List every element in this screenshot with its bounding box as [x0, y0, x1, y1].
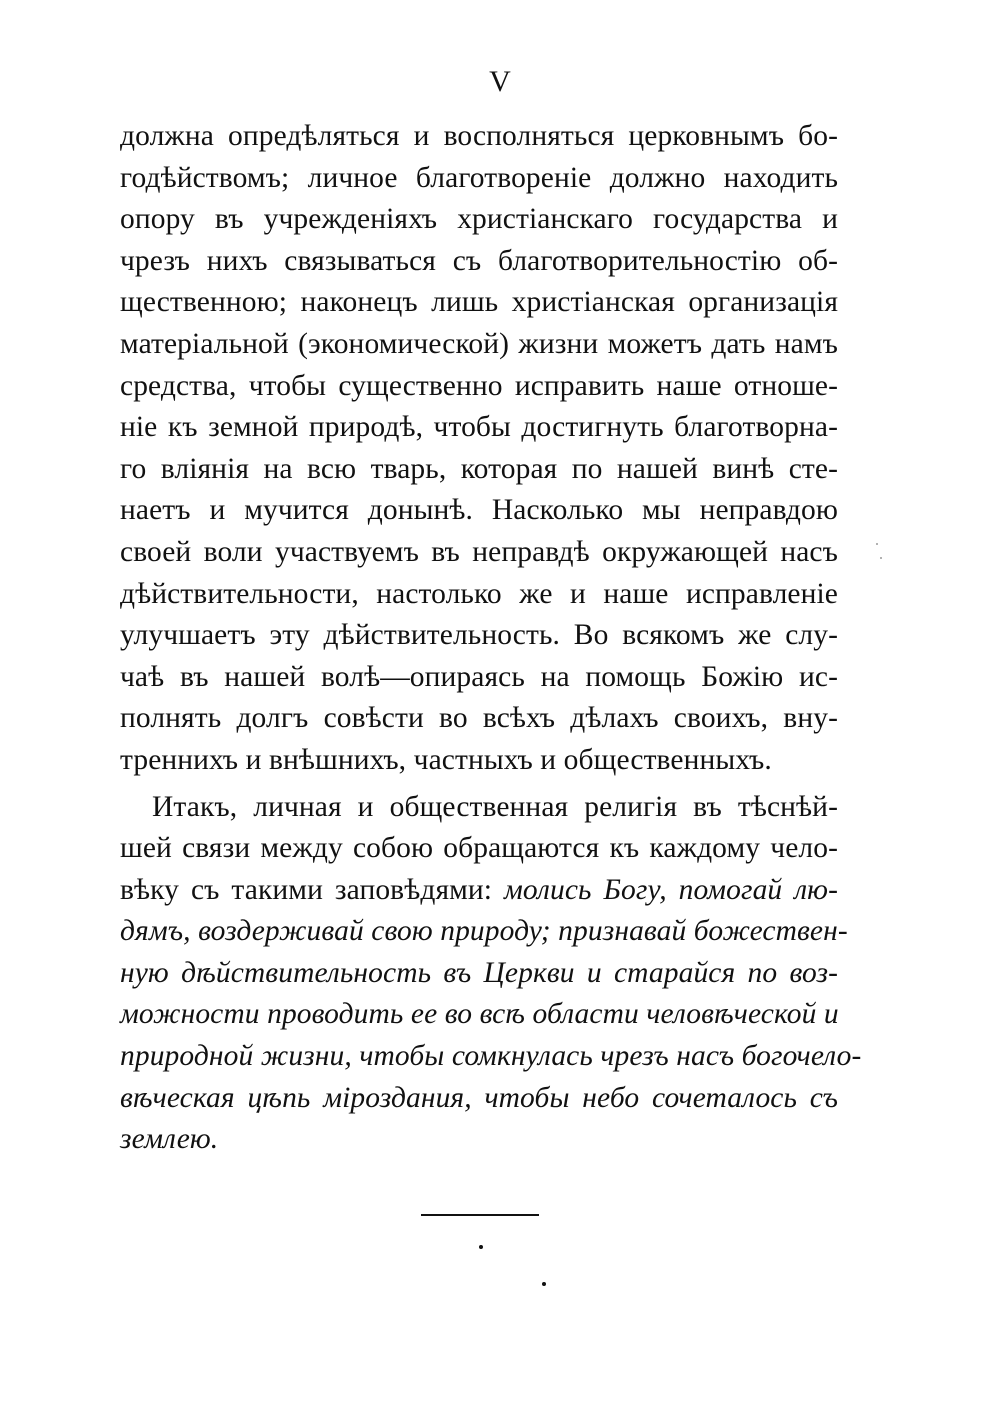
text-line: улучшаетъ эту дѣйствительность. Во всякомъ же слу-	[120, 619, 838, 652]
ink-dot	[479, 1245, 483, 1249]
text-line-italic: природной жизни, чтобы сомкнулась чрезъ насъ богочело-	[120, 1040, 862, 1073]
end-rule	[421, 1214, 539, 1216]
text-line: годѣйствомъ; личное благотвореніе должно находить	[120, 161, 838, 194]
text-line: должна опредѣляться и восполняться церковнымъ бо-	[120, 120, 838, 152]
text-line-italic: ную дѣйствительность въ Церкви и старайся по воз-	[120, 956, 838, 989]
text-line-italic: вѣческая цѣпь міроздания, чтобы небо сочеталось съ	[120, 1081, 838, 1114]
text-line: чрезъ нихъ связываться съ благотворительностію об-	[120, 244, 838, 277]
page-number: V	[489, 65, 511, 98]
paper-speck	[876, 543, 878, 545]
text-line: средства, чтобы существенно исправить наше отноше-	[120, 369, 838, 402]
text-line: полнять долгъ совѣсти во всѣхъ дѣлахъ своихъ, вну-	[120, 702, 838, 735]
text-line: своей воли участвуемъ въ неправдѣ окружающей насъ	[120, 535, 838, 568]
text-italic-segment: молись Богу, помогай лю-	[504, 873, 838, 906]
text-line-italic: можности проводить ее во всѣ области человѣческой и	[120, 998, 839, 1031]
text-line: наетъ и мучится донынѣ. Насколько мы неправдою	[120, 494, 838, 527]
text-line-mixed	[120, 870, 838, 912]
text-line: дѣйствительности, настолько же и наше исправленіе	[120, 577, 838, 610]
text-line: щественною; наконецъ лишь христіанская организація	[120, 286, 838, 319]
text-line: матеріальной (экономической) жизни можетъ дать намъ	[120, 327, 838, 360]
paragraph-1	[120, 116, 838, 782]
text-line: опору въ учрежденіяхъ христіанскаго государства и	[120, 203, 838, 236]
text-line: шей связи между собою обращаются къ каждому чело-	[120, 832, 838, 865]
ink-dot	[542, 1282, 546, 1286]
paragraph-2	[120, 787, 862, 1161]
text-line-italic: дямъ, воздерживай свою природу; признавай божествен-	[120, 915, 848, 948]
text-line: чаѣ въ нашей волѣ—опираясь на помощь Божію ис-	[120, 660, 838, 693]
text-line: ніе къ земной природѣ, чтобы достигнуть благотворна-	[120, 411, 838, 444]
text-line: треннихъ и внѣшнихъ, частныхъ и общественныхъ.	[120, 743, 772, 776]
text-line: Итакъ, личная и общественная религія въ тѣснѣй-	[152, 790, 838, 823]
text-line-italic: землею.	[120, 1123, 219, 1156]
body-text	[120, 116, 862, 1161]
text-line: го вліянія на всю тварь, которая по нашей винѣ сте-	[120, 452, 838, 485]
text-plain-segment: вѣку съ такими заповѣдями:	[120, 873, 504, 906]
paper-speck	[880, 557, 882, 559]
